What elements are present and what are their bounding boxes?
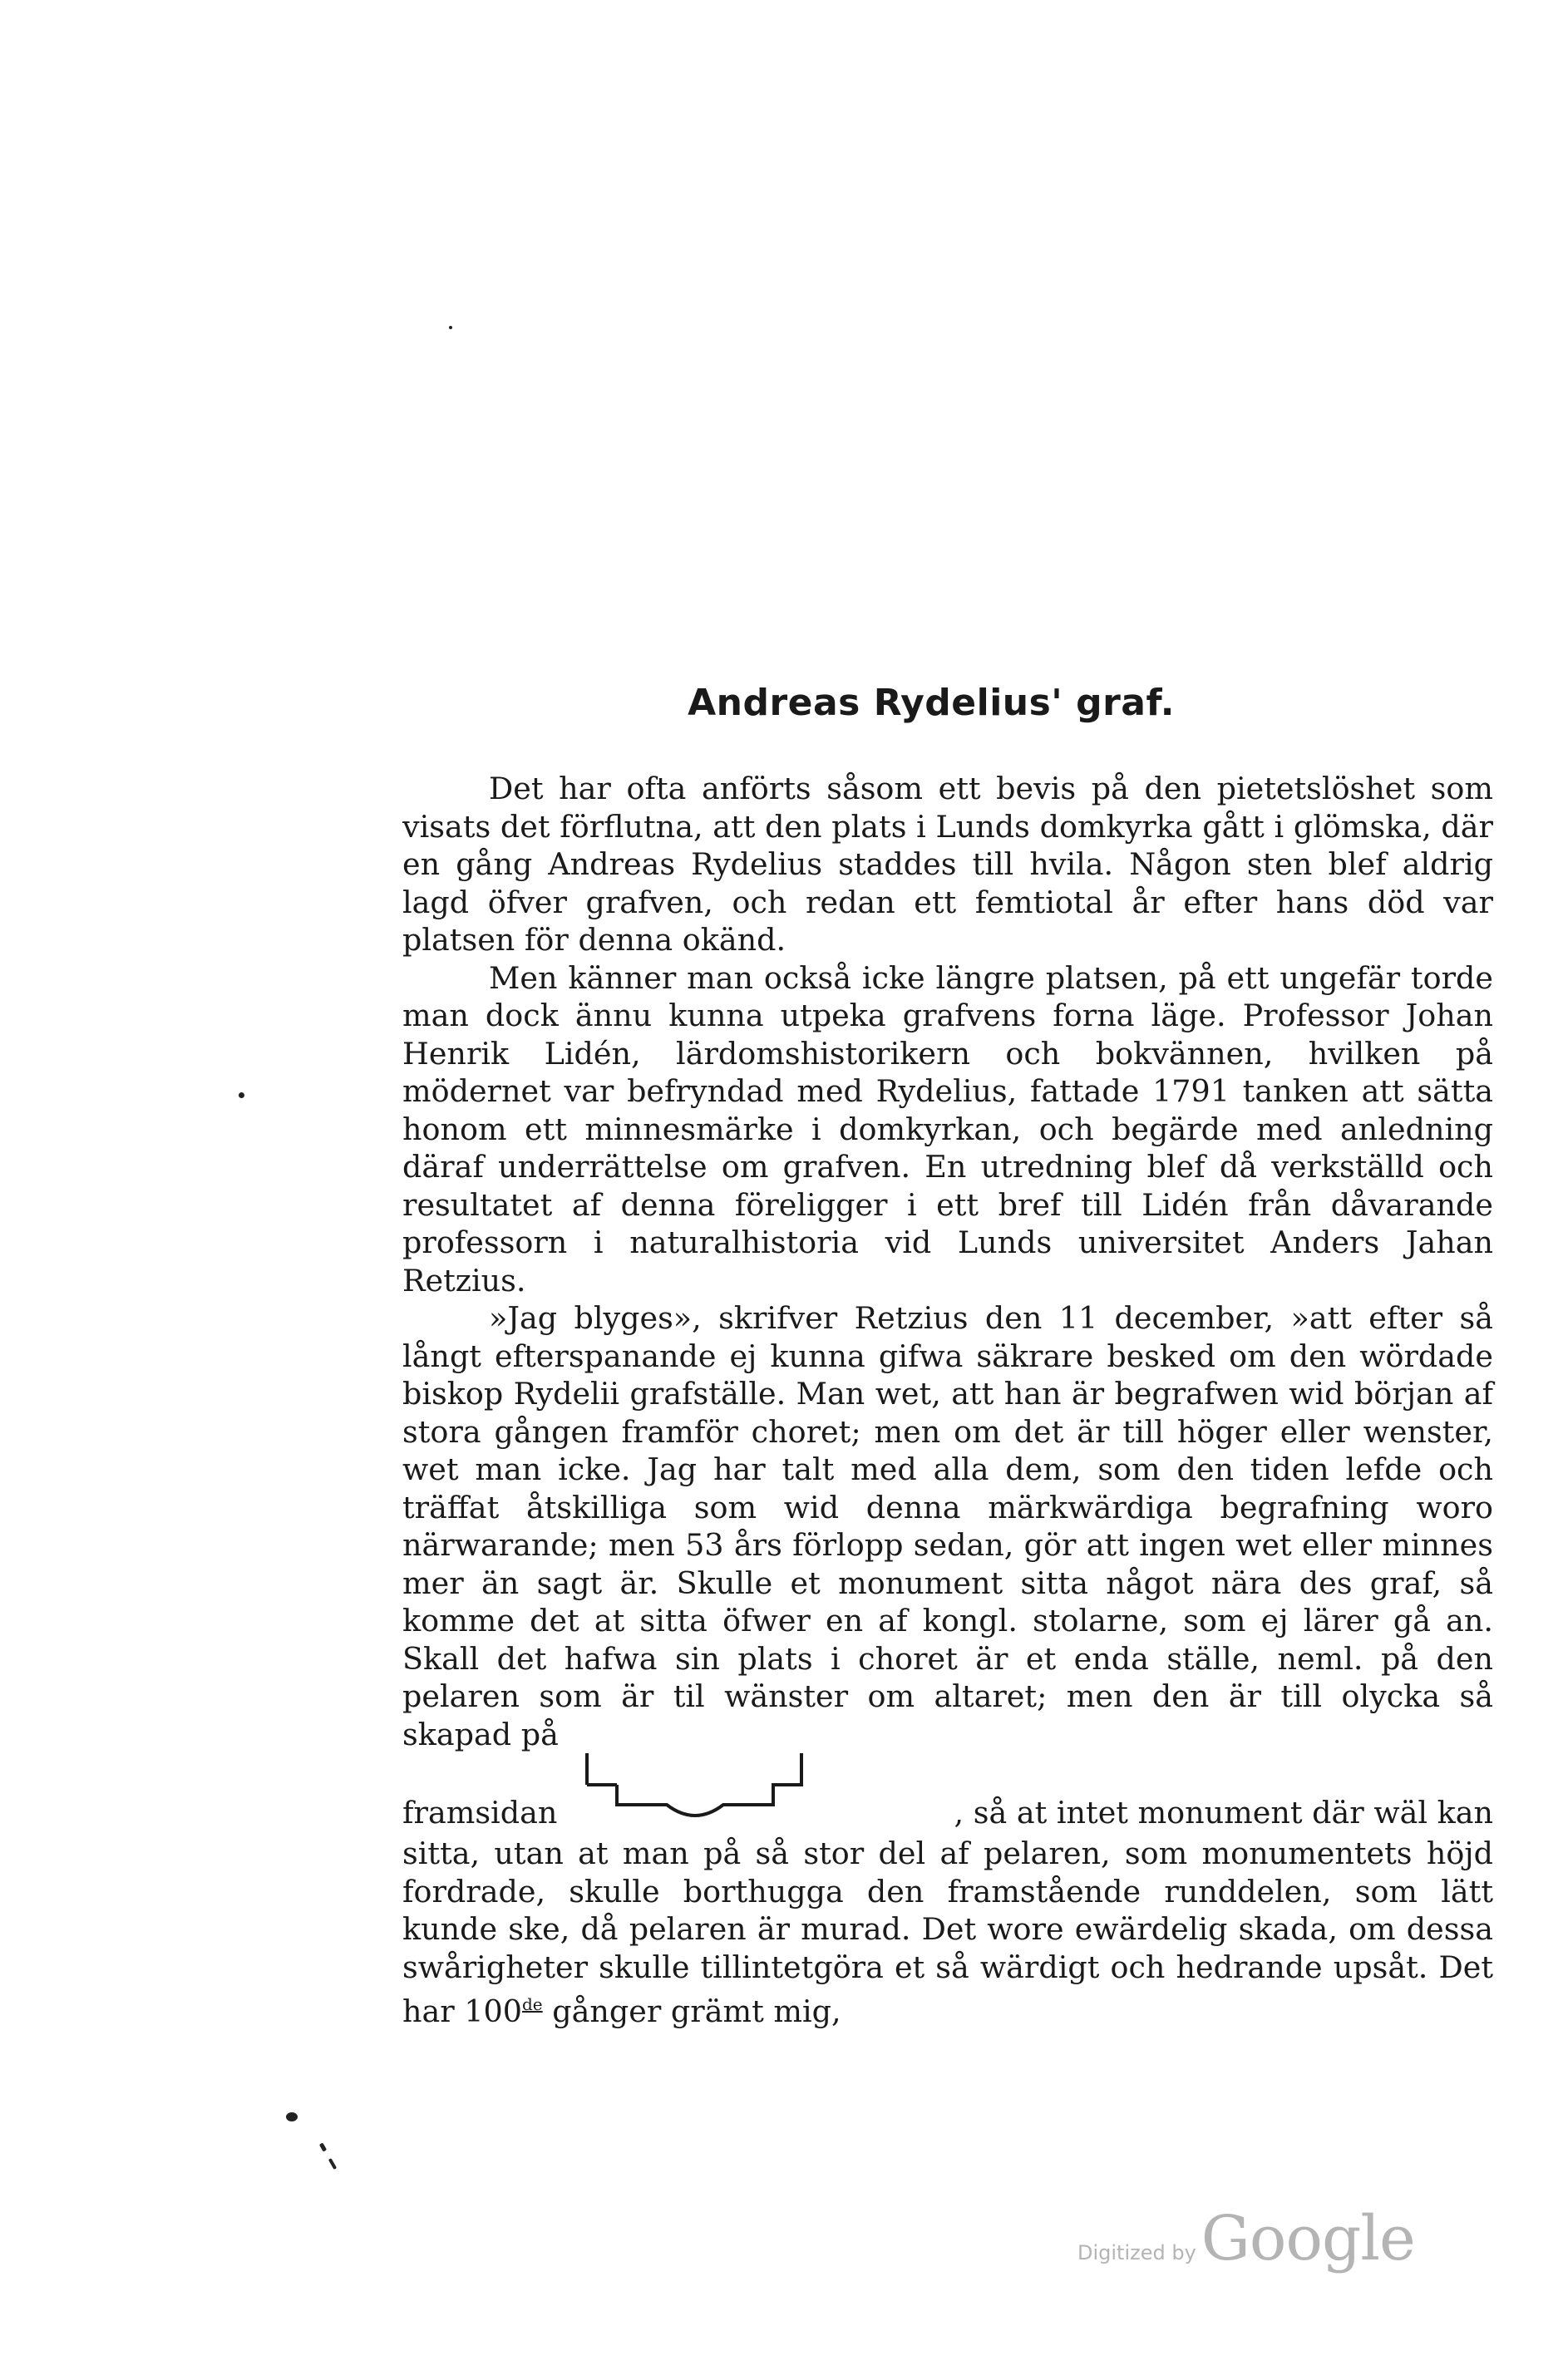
body-text (402, 770, 1493, 2031)
paragraph-4 (402, 1835, 1493, 2031)
paragraph-4-start: sitta, utan at man på så stor del af pelaren, som monumentets höjd fordrade, skulle borthugga den framstående runddelen, som lätt kunde ske, då pelaren är murad. Det wore ewärdelig skada, om dessa swårigheter skulle tillintetgöra et så wärdigt och hedrande upsåt. Det har 100 (402, 1836, 1493, 2029)
paragraph-4-end: gånger grämt mig, (542, 1993, 841, 2029)
sketch-word-after: , så at intet monument där wäl kan (954, 1794, 1493, 1831)
sketch-word-before: framsidan (402, 1794, 558, 1831)
paragraph-1: Det har ofta anförts såsom ett bevis på den pietetslöshet som visats det förflutna, att den plats i Lunds domkyrka gått i glömska, där en gång Andreas Rydelius staddes till hvila. Någon sten blef aldrig lagd öfver grafven, och redan ett femtiotal år efter hans död var platsen för denna okänd. (402, 771, 1493, 958)
paragraph-3: »Jag blyges», skrifver Retzius den 11 december, »att efter så långt efterspanande ej kunna gifwa säkrare besked om den wördade biskop Rydelii grafställe. Man wet, att han är begrafwen wid början af stora gången framför choret; men om det är till höger eller wenster, wet man icke. Jag har talt med alla dem, som den tiden lefde och träffat åtskilliga som wid denna märkwärdiga begrafning woro närwarande; men 53 års förlopp sedan, gör att ingen wet eller minnes mer än sagt är. Skulle et monument sitta något nära des graf, så komme det at sitta öfwer en af kongl. stolarne, som ej lärer gå an. Skall det hafwa sin plats i choret är et enda ställe, neml. på den pelaren som är til wänster om altaret; men den är till olycka så skapad på (402, 1300, 1493, 1752)
scan-speck (328, 2158, 337, 2170)
watermark-prefix: Digitized by (1077, 2241, 1196, 2264)
paragraph-2: Men känner man också icke längre platsen, på ett ungefär torde man dock ännu kunna utpeka grafvens forna läge. Professor Johan Henrik Lidén, lärdomshistorikern och bokvännen, hvilken på mödernet var befryndad med Rydelius, fattade 1791 tanken att sätta honom ett minnesmärke i domkyrkan, och begärde med anledning däraf underrättelse om grafven. En utredning blef då verkställd och resultatet af denna föreligger i ett bref till Lidén från dåvarande professorn i naturalhistoria vid Lunds universitet Anders Jahan Retzius. (402, 959, 1493, 1298)
scan-speck (239, 1092, 244, 1098)
pillar-sketch-line (402, 1755, 1493, 1831)
page-title: Andreas Rydelius' graf. (688, 682, 1175, 724)
digitized-watermark (1077, 2203, 1415, 2274)
scan-speck (449, 326, 452, 329)
pillar-outline-sketch (579, 1750, 815, 1823)
watermark-brand: Google (1201, 2203, 1415, 2274)
scan-speck (286, 2112, 298, 2121)
ordinal-superscript: de (522, 1994, 543, 2014)
scan-speck (319, 2142, 327, 2151)
